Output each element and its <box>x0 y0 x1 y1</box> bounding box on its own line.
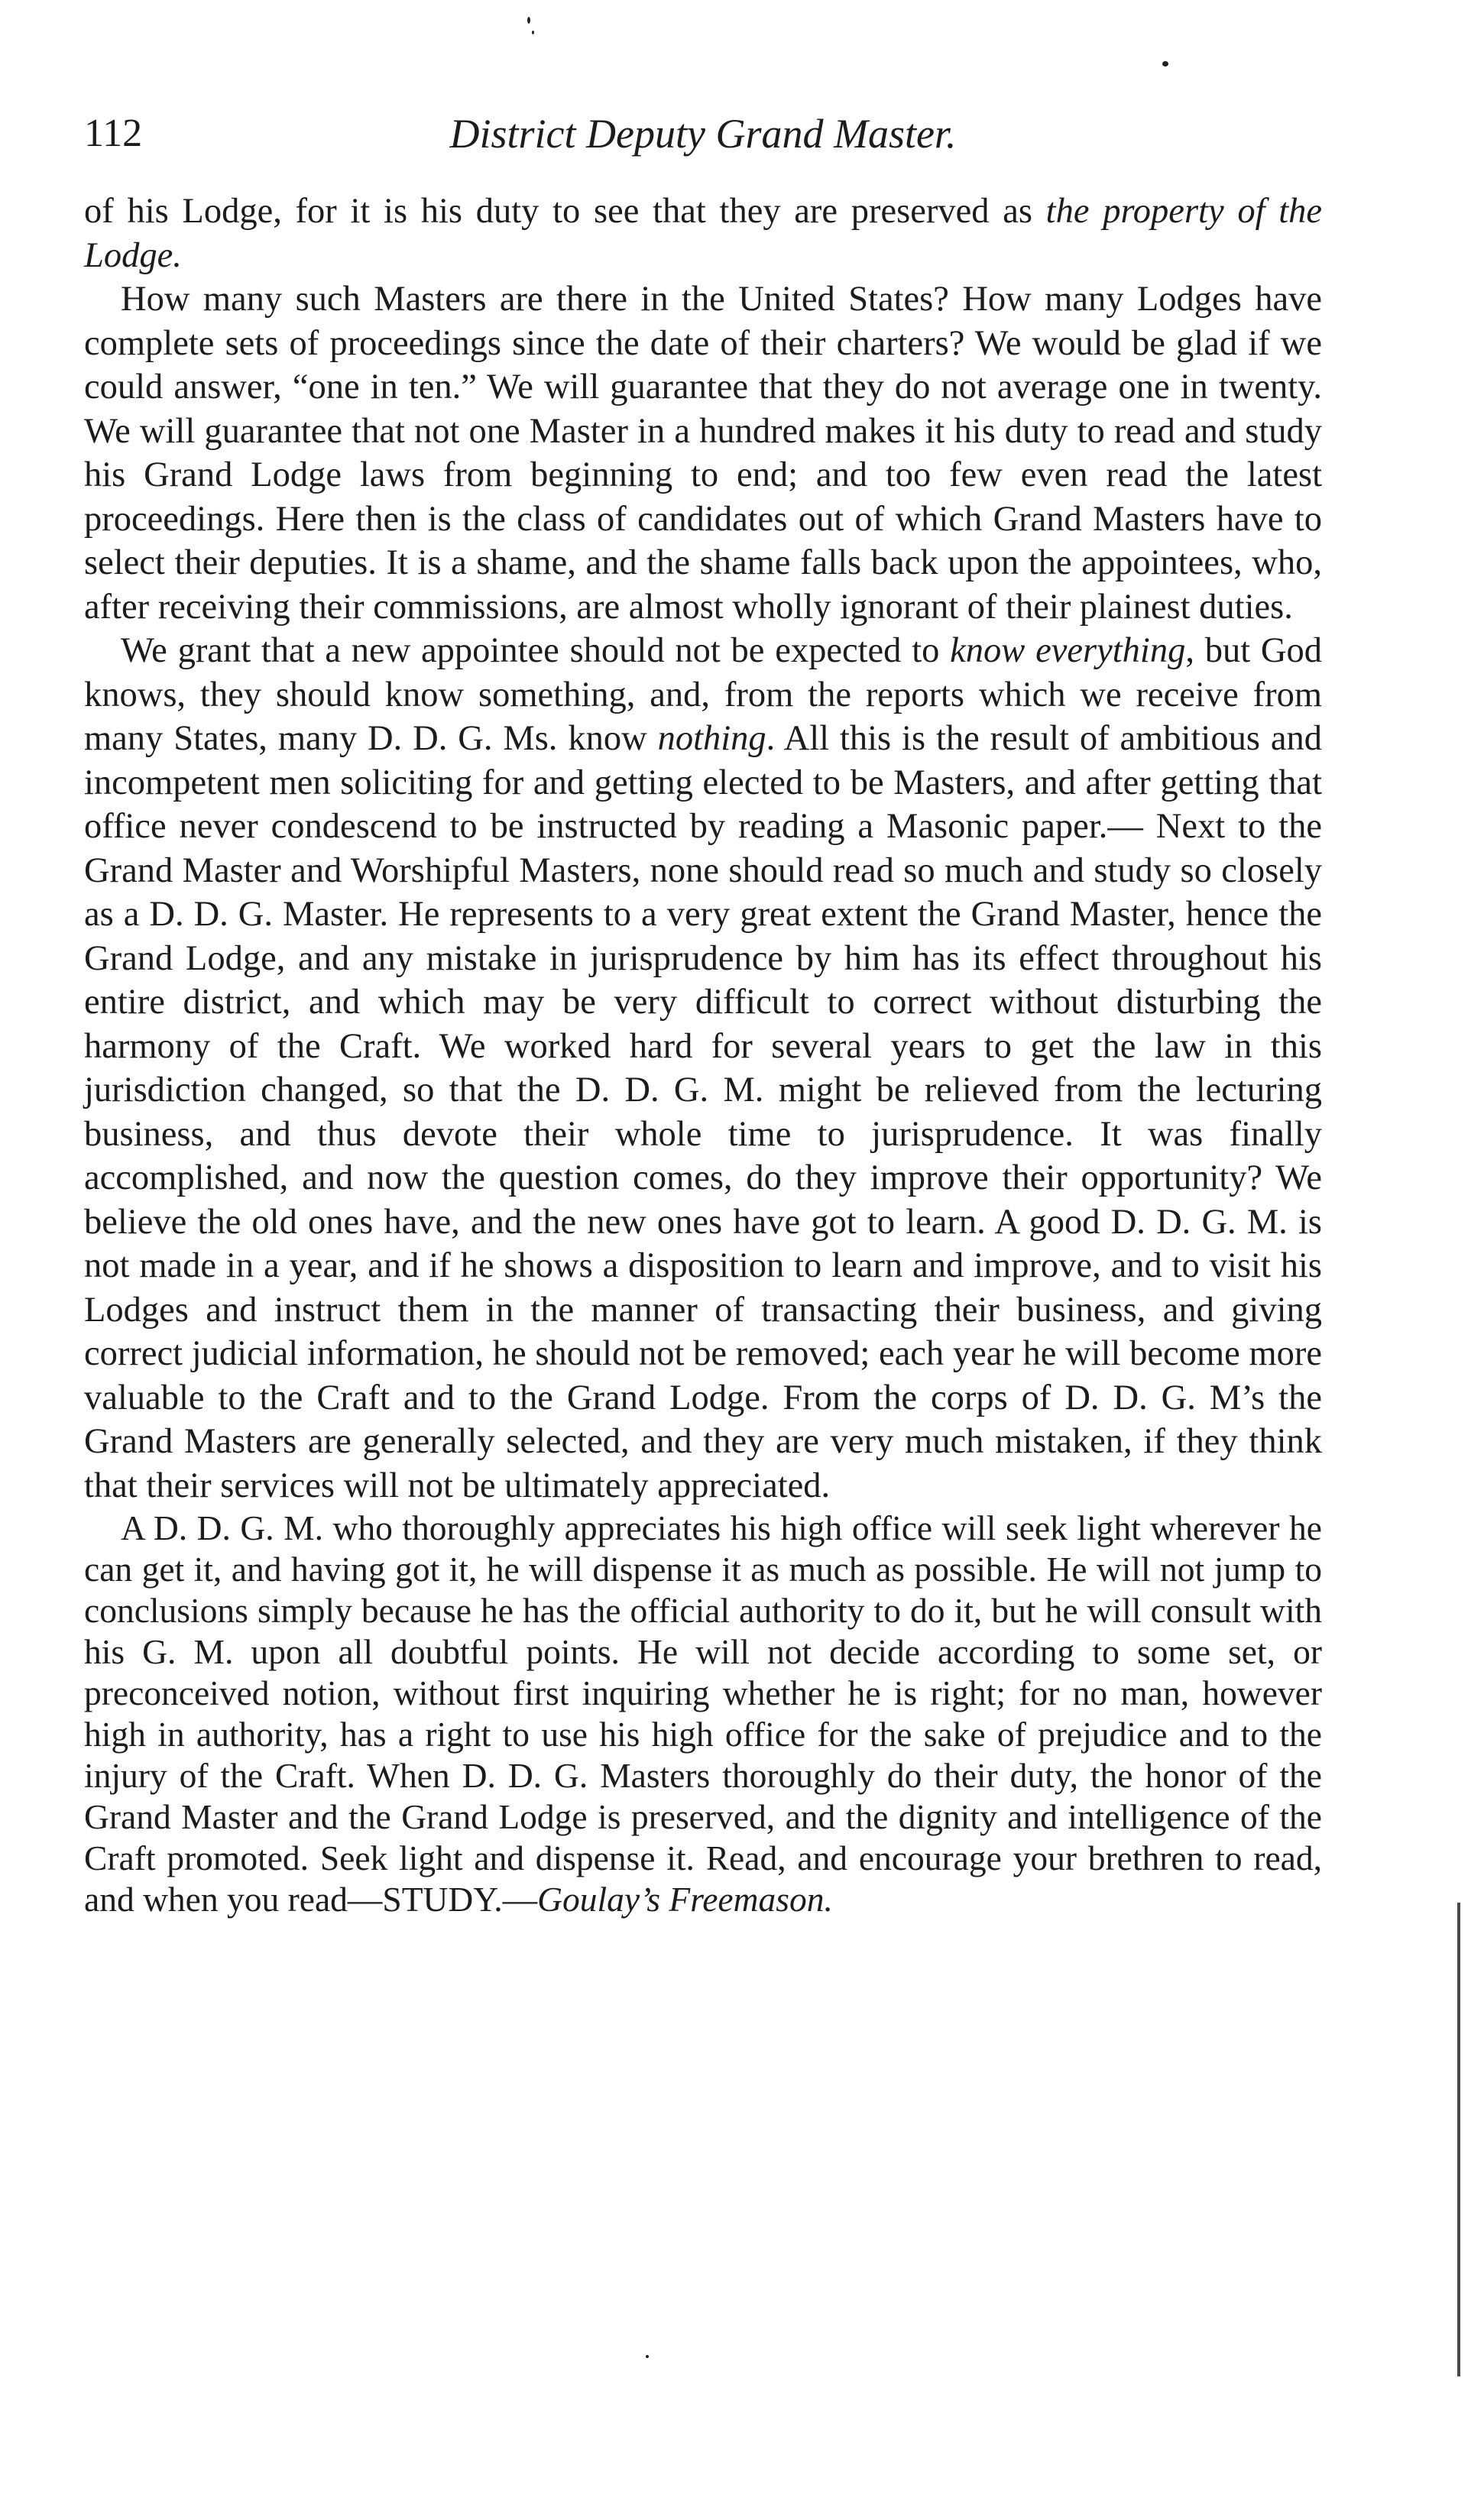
paragraph-4 <box>84 1508 1322 1920</box>
ink-speck <box>1162 61 1168 66</box>
running-head: District Deputy Grand Master. <box>449 111 957 157</box>
paragraph-3-text-c: . All this is the result of ambitious and incompetent men soliciting for and getting elected to be Masters, and after getting that office never condescend to be instructed by reading a Masonic paper.— Next to the Grand Master and Worshipful Masters, none should read so much and study so closely as a D. D. G. Master. He represents to a very great extent the Grand Master, hence the Grand Lodge, and any mistake in jurisprudence by him has its effect throughout his entire district, and which may be very difficult to correct without disturbing the harmony of the Craft. We worked hard for several years to get the law in this jurisdiction changed, so that the D. D. G. M. might be relieved from the lecturing business, and thus devote their whole time to jurisprudence. It was finally accomplished, and now the question comes, do they improve their opportunity? We believe the old ones have, and the new ones have got to learn. A good D. D. G. M. is not made in a year, and if he shows a disposition to learn and improve, and to visit his Lodges and instruct them in the manner of transacting their business, and giving correct judicial information, he should not be removed; each year he will become more valuable to the Craft and to the Grand Lodge. From the corps of D. D. G. M’s the Grand Masters are generally selected, and they are very much mistaken, if they think that their services will not be ultimately appreciated. <box>84 719 1322 1505</box>
page-number: 112 <box>84 112 143 155</box>
paragraph-3-emphasis-b: nothing <box>657 719 766 758</box>
paragraph-3-text-b: , but God knows, they should know something, and, from the reports which we receive from many States, many D. D. G. Ms. know <box>84 631 1322 758</box>
ink-speck <box>646 2355 649 2358</box>
paragraph-1-emphasis: the property of the Lodge. <box>84 192 1323 275</box>
ink-speck <box>527 17 530 24</box>
page-edge-mark <box>1457 1903 1460 2376</box>
paragraph-1-text: of his Lodge, for it is his duty to see that they are preserved as <box>84 192 1046 231</box>
paragraph-3-text-a: We grant that a new appointee should not be expected to <box>121 631 951 670</box>
paragraph-3-emphasis-a: know everything <box>950 631 1186 670</box>
paragraph-4-text: A D. D. G. M. who thoroughly appreciates his high office will seek light wherever he can get it, and having got it, he will dispense it as much as possible. He will not jump to conclusions simply because he has the official authority to do it, but he will consult with his G. M. upon all doubtful points. He will not decide according to some set, or preconceived notion, without first inquiring whether he is right; for no man, however high in authority, has a right to use his high office for the sake of prejudice and to the injury of the Craft. When D. D. G. Masters thoroughly do their duty, the honor of the Grand Master and the Grand Lodge is preserved, and the dignity and intelligence of the Craft promoted. Seek light and dispense it. Read, and encourage your brethren to read, and when you read—STUDY.— <box>84 1508 1322 1919</box>
body-text <box>84 190 1322 1920</box>
paragraph-3 <box>84 629 1322 1508</box>
ink-speck <box>532 31 534 34</box>
paragraph-2: How many such Masters are there in the United States? How many Lodges have complete sets of proceedings since the date of their charters? We would be glad if we could answer, “one in ten.” We will guarantee that they do not average one in twenty. We will guarantee that not one Master in a hundred makes it his duty to read and study his Grand Lodge laws from beginning to end; and too few even read the latest proceedings. Here then is the class of candidates out of which Grand Masters have to select their deputies. It is a shame, and the shame falls back upon the appointees, who, after receiving their commissions, are almost wholly ignorant of their plainest duties. <box>84 280 1322 627</box>
paragraph-1 <box>84 190 1322 277</box>
page-header <box>84 107 1322 176</box>
source-citation: Goulay’s Freemason. <box>537 1880 833 1919</box>
